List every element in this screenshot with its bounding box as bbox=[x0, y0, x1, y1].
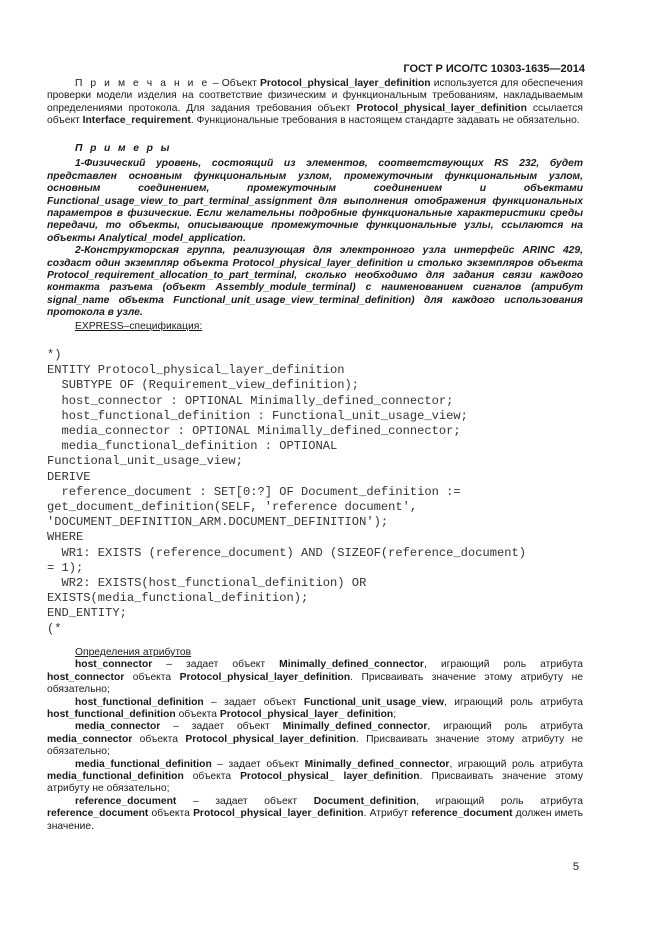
express-spec-label: EXPRESS–спецификация: bbox=[75, 321, 203, 332]
example-1: 1-Физический уровень, состоящий из элементов, соответствующих RS 232, будет представлен основным функциональным узлом, промежуточным функциональным узлом, основным соединением, промежуточным соединением и объектами Functional_usage_view_to_part_terminal_assignment для выполнения отображения функциональных параметров в физические. Если желательны подробные функциональные характеристики среды передачи, то объекты, описывающие промежуточные функциональные узлы, ссылаются на объекты Analytical_model_application. bbox=[47, 158, 583, 244]
note-paragraph: П р и м е ч а н и е – Объект Protocol_physical_layer_definition используется для обеспечения проверки модели изделия на соответствие физическим и функциональным требованиям, накладываемым определениями протокола. Для задания требования объект Protocol_physical_layer_definition ссылается объект Interface_requirement. Функциональные требования в настоящем стандарте задавать не обязательно. bbox=[47, 78, 583, 127]
attribute-definition: reference_document – задает объект Document_definition, играющий роль атрибута reference_document объекта Protocol_physical_layer_definition. Атрибут reference_document должен иметь значение. bbox=[47, 795, 584, 832]
attribute-definition: host_functional_definition – задает объект Functional_unit_usage_view, играющий роль атрибута host_functional_definition объекта Protocol_physical_layer_ definition; bbox=[47, 696, 584, 721]
attribute-definition: media_functional_definition – задает объект Minimally_defined_connector, играющий роль атрибута media_functional_definition объекта Protocol_physical_ layer_definition. Присваивать значение этому атрибуту не обязательно; bbox=[47, 758, 584, 795]
note-label: П р и м е ч а н и е bbox=[75, 78, 210, 89]
example-2: 2-Конструкторская группа, реализующая для электронного узла интерфейс ARINC 429, создаст один экземпляр объекта Protocol_physical_layer_definition и столько экземпляров объекта Protocol_requirement_allocation_to_part_terminal, сколько необходимо для задания связи каждого контакта разъема (объект Assembly_module_terminal) с наименованием сигналов (атрибут signal_name объекта Functional_unit_usage_view_terminal_definition) для каждого использования протокола в узле. bbox=[47, 245, 583, 319]
entity-ref: Protocol_physical_layer_definition bbox=[356, 102, 527, 114]
entity-ref: Interface_requirement bbox=[82, 115, 191, 127]
attribute-definitions bbox=[47, 647, 583, 833]
entity-ref: Protocol_physical_layer_definition bbox=[260, 78, 431, 89]
page-number: 5 bbox=[572, 861, 579, 873]
document-header: ГОСТ Р ИСО/ТС 10303-1635—2014 bbox=[403, 63, 585, 75]
examples-label: П р и м е р ы bbox=[75, 143, 172, 154]
express-code-block: *) ENTITY Protocol_physical_layer_definition SUBTYPE OF (Requirement_view_definition); host_connector : OPTIONAL Minimally_defined_connector; host_functional_definition : Functional_unit_usage_view; media_connector : OPTIONAL Minimally_defined_connector; media_functional_definition : OPTIONAL Functional_unit_usage_view; DERIVE reference_document : SET[0:?] OF Document_definition := get_document_definition(SELF, 'reference document', 'DOCUMENT_DEFINITION_ARM.DOCUMENT_DEFINITION'); WHERE WR1: EXISTS (reference_document) AND (SIZEOF(reference_document) = 1); WR2: EXISTS(host_functional_definition) OR EXISTS(media_functional_definition); END_ENTITY; (* bbox=[47, 348, 526, 636]
attribute-definition: media_connector – задает объект Minimally_defined_connector, играющий роль атрибута media_connector объекта Protocol_physical_layer_definition. Присваивать значение этому атрибуту не обязательно; bbox=[47, 721, 583, 758]
examples-section bbox=[47, 143, 583, 320]
attribute-definition: host_connector – задает объект Minimally_defined_connector, играющий роль атрибута host_connector объекта Protocol_physical_layer_definition. Присваивать значение этому атрибуту не обязательно; bbox=[47, 659, 583, 696]
attributes-heading: Определения атрибутов bbox=[75, 647, 192, 658]
